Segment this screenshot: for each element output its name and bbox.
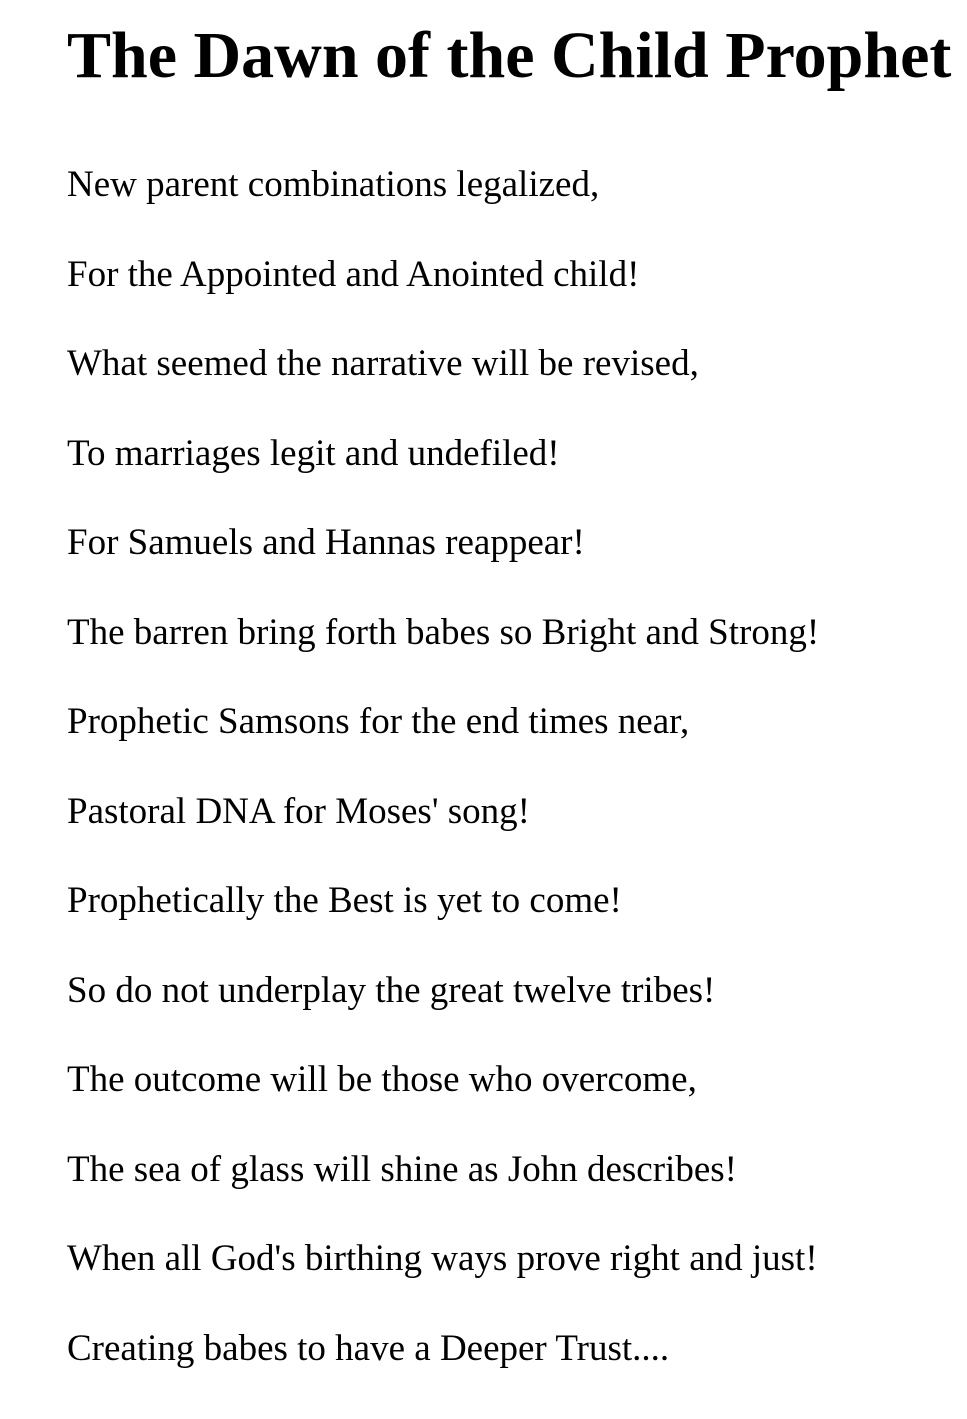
poem-line: Pastoral DNA for Moses' song! (67, 790, 530, 832)
poem-line: To marriages legit and undefiled! (67, 432, 560, 474)
poem-line: Prophetically the Best is yet to come! (67, 880, 622, 921)
poem-line: New parent combinations legalized, (67, 164, 600, 205)
poem-line: The barren bring forth babes so Bright and Strong! (67, 611, 820, 653)
poem-body (67, 164, 819, 1417)
poem-line: When all God's birthing ways prove right and just! (67, 1238, 818, 1279)
poem-line: Creating babes to have a Deeper Trust.... (67, 1327, 670, 1369)
poem-line: For the Appointed and Anointed child! (67, 253, 640, 295)
poem-line: The sea of glass will shine as John describes! (67, 1148, 737, 1190)
poem-line: For Samuels and Hannas reappear! (67, 522, 585, 563)
poem-line: What seemed the narrative will be revised, (67, 343, 699, 384)
poem-line: Prophetic Samsons for the end times near, (67, 701, 690, 742)
poem-title: The Dawn of the Child Prophet (67, 19, 952, 92)
poem-line: So do not underplay the great twelve tribes! (67, 969, 716, 1011)
poem-line: The outcome will be those who overcome, (67, 1059, 697, 1100)
